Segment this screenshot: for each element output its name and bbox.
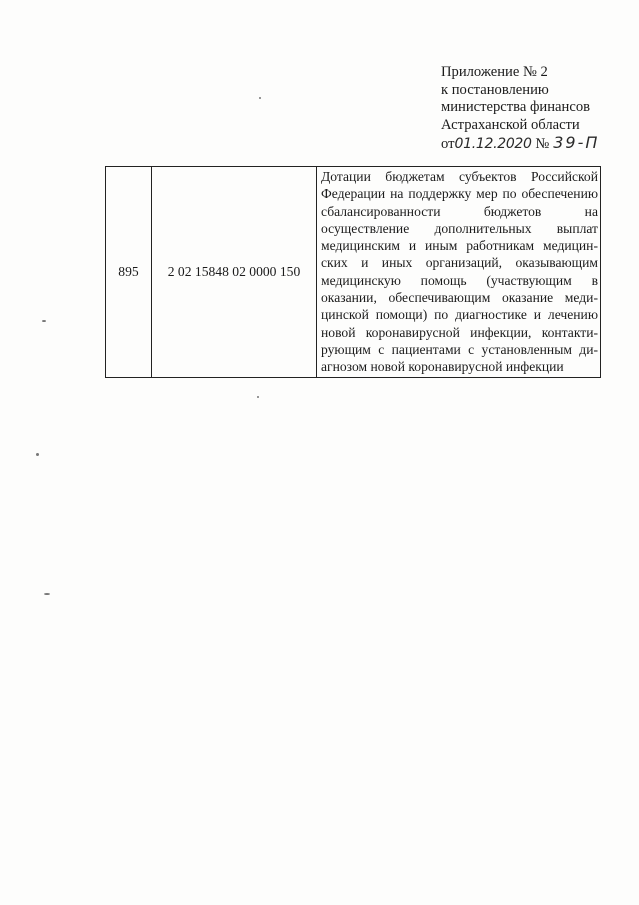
description-cell: Дотации бюджетам субъектов Российской Федерации на поддержку мер по обеспечению сбалансированности бюджетов на осуществление дополнительных выплат медицинским и иным работникам медицинских и иных организаций, оказывающим медицинскую помощь (участвующим в оказании, обеспечивающим оказание медицинской помощи) по диагностике и лечению новой коронавирусной инфекции, контактирующим с пациентами с установленным диагнозом новой коронавирусной инфекции (317, 167, 601, 378)
scan-speck (259, 97, 261, 99)
handwritten-date: 01.12.2020 (454, 136, 532, 153)
scan-speck (36, 453, 39, 456)
appendix-region: Астраханской области (441, 116, 580, 133)
handwritten-number: 39-П (553, 133, 600, 153)
scan-speck (44, 593, 50, 595)
date-prefix: от (441, 136, 455, 153)
admin-code-cell: 895 (106, 167, 152, 378)
appendix-title: Приложение № 2 (441, 64, 548, 80)
appendix-date-line (441, 134, 631, 154)
scan-speck (42, 320, 46, 322)
appendix-header (441, 64, 631, 154)
scan-speck (257, 396, 259, 398)
classification-code-cell: 2 02 15848 02 0000 150 (152, 167, 317, 378)
number-prefix: № (535, 136, 550, 153)
budget-table (105, 166, 601, 378)
table-row (106, 167, 601, 378)
appendix-issuer: министерства финансов (441, 99, 591, 116)
appendix-subtitle: к постановлению (441, 81, 549, 98)
